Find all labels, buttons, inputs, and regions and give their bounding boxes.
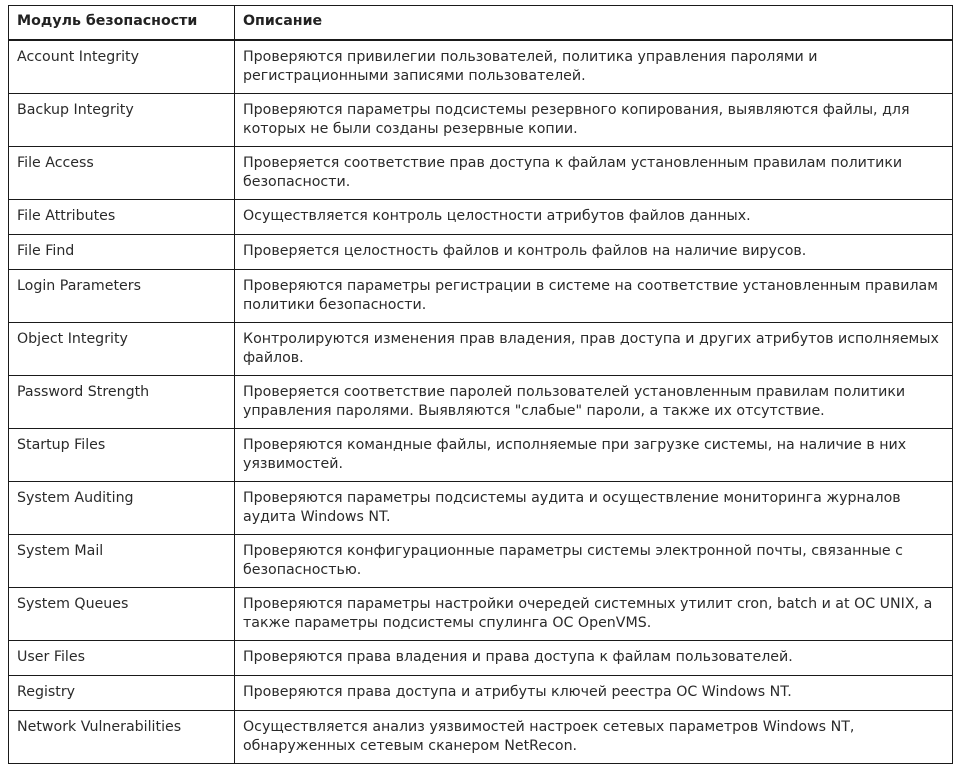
module-name-cell: System Auditing <box>9 482 235 535</box>
module-name-cell: Account Integrity <box>9 40 235 94</box>
module-name-cell: Password Strength <box>9 376 235 429</box>
module-name-cell: System Queues <box>9 588 235 641</box>
description-cell: Проверяются параметры регистрации в системе на соответствие установленным правилам политики безопасности. <box>235 270 953 323</box>
table-header <box>9 6 953 41</box>
description-cell: Проверяются параметры подсистемы резервного копирования, выявляются файлы, для которых не были созданы резервные копии. <box>235 94 953 147</box>
description-cell: Осуществляется контроль целостности атрибутов файлов данных. <box>235 200 953 235</box>
description-cell: Проверяются права владения и права доступа к файлам пользователей. <box>235 641 953 676</box>
module-name-cell: Registry <box>9 676 235 711</box>
table-row <box>9 40 953 94</box>
table-row <box>9 429 953 482</box>
column-header-module: Модуль безопасности <box>9 6 235 41</box>
module-name-cell: File Access <box>9 147 235 200</box>
description-cell: Контролируются изменения прав владения, прав доступа и других атрибутов исполняемых файлов. <box>235 323 953 376</box>
description-cell: Проверяется соответствие прав доступа к файлам установленным правилам политики безопасности. <box>235 147 953 200</box>
module-name-cell: Backup Integrity <box>9 94 235 147</box>
table-row <box>9 147 953 200</box>
table-row <box>9 200 953 235</box>
table-body <box>9 40 953 764</box>
description-cell: Проверяются параметры настройки очередей системных утилит cron, batch и at ОС UNIX, а также параметры подсистемы спулинга ОС OpenVMS. <box>235 588 953 641</box>
module-name-cell: Object Integrity <box>9 323 235 376</box>
description-cell: Проверяются права доступа и атрибуты ключей реестра ОС Windows NT. <box>235 676 953 711</box>
table-row <box>9 588 953 641</box>
table-row <box>9 376 953 429</box>
table-row <box>9 323 953 376</box>
description-cell: Проверяются командные файлы, исполняемые при загрузке системы, на наличие в них уязвимостей. <box>235 429 953 482</box>
module-name-cell: File Attributes <box>9 200 235 235</box>
description-cell: Проверяются привилегии пользователей, политика управления паролями и регистрационными записями пользователей. <box>235 40 953 94</box>
module-name-cell: System Mail <box>9 535 235 588</box>
module-name-cell: Login Parameters <box>9 270 235 323</box>
column-header-description: Описание <box>235 6 953 41</box>
table-row <box>9 482 953 535</box>
security-modules-table <box>8 5 953 764</box>
description-cell: Проверяется соответствие паролей пользователей установленным правилам политики управления паролями. Выявляются "слабые" пароли, а также их отсутствие. <box>235 376 953 429</box>
description-cell: Проверяются конфигурационные параметры системы электронной почты, связанные с безопасностью. <box>235 535 953 588</box>
header-row <box>9 6 953 41</box>
table-row <box>9 535 953 588</box>
description-cell: Проверяются параметры подсистемы аудита и осуществление мониторинга журналов аудита Windows NT. <box>235 482 953 535</box>
module-name-cell: File Find <box>9 235 235 270</box>
table-row <box>9 641 953 676</box>
table-row <box>9 94 953 147</box>
module-name-cell: User Files <box>9 641 235 676</box>
table-row <box>9 676 953 711</box>
table-row <box>9 711 953 764</box>
description-cell: Проверяется целостность файлов и контроль файлов на наличие вирусов. <box>235 235 953 270</box>
table-row <box>9 235 953 270</box>
table-row <box>9 270 953 323</box>
description-cell: Осуществляется анализ уязвимостей настроек сетевых параметров Windows NT, обнаруженных сетевым сканером NetRecon. <box>235 711 953 764</box>
module-name-cell: Startup Files <box>9 429 235 482</box>
module-name-cell: Network Vulnerabilities <box>9 711 235 764</box>
